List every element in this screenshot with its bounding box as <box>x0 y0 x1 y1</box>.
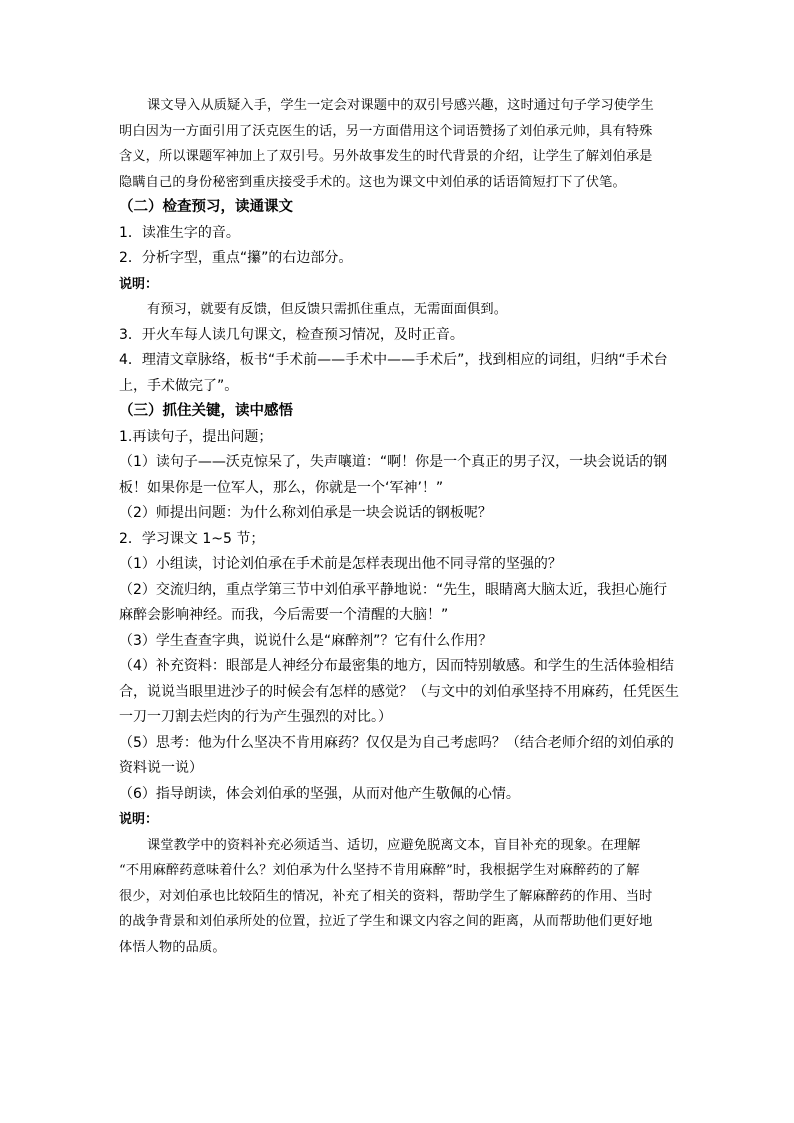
section-3-note-line: 课堂教学中的资料补充必须适当、适切，应避免脱离文本，盲目补充的现象。在理解 <box>147 837 641 853</box>
section-3-item-1: 1.再读句子，提出问题； <box>119 428 273 445</box>
section-2-item-4-line-1: 4．理清文章脉络，板书“手术前——手术中——手术后”，找到相应的词组，归纳“手术台 <box>119 352 668 368</box>
section-3-item-2-2-line-1: （2）交流归纳，重点学第三节中刘伯承平静地说：“先生，眼睛离大脑太近，我担心施行 <box>119 581 668 598</box>
section-3-item-1-2: （2）师提出问题：为什么称刘伯承是一块会说话的钢板呢？ <box>119 505 492 521</box>
section-3-note-line: “不用麻醉药意味着什么？刘伯承为什么坚持不肯用麻醉”时，我根据学生对麻醉药的了解 <box>119 863 640 878</box>
section-2-item-1: 1．读准生字的音。 <box>119 224 240 241</box>
section-3-item-2-4-line-3: 一刀一刀割去烂肉的行为产生强烈的对比。） <box>119 709 392 725</box>
section-3-item-2-4-line-1: （4）补充资料：眼部是人神经分布最密集的地方，因而特别敏感。和学生的生活体验相结 <box>119 658 674 674</box>
section-2-note-label: 说明： <box>119 276 159 292</box>
document-body <box>119 93 679 960</box>
intro-line: 含义，所以课题军神加上了双引号。另外故事发生的时代背景的介绍，让学生了解刘伯承是 <box>119 149 653 164</box>
section-3-item-1-1-line-2: 板！如果你是一位军人，那么，你就是一个‘军神’！” <box>119 479 444 496</box>
section-3 <box>119 399 679 960</box>
section-3-heading: （三）抓住关键，读中感悟 <box>119 403 293 419</box>
section-3-note-line: 很少，对刘伯承也比较陌生的情况，补充了相关的资料，帮助学生了解麻醉药的作用、当时 <box>119 888 653 904</box>
section-2-heading: （二）检查预习，读通课文 <box>119 199 293 215</box>
section-3-item-2-3: （3）学生查查字典，说说什么是“麻醉剂”？它有什么作用？ <box>119 632 493 649</box>
section-3-note-line: 的战争背景和刘伯承所处的位置，拉近了学生和课文内容之间的距离，从而帮助他们更好地 <box>119 914 653 929</box>
intro-line: 隐瞒自己的身份秘密到重庆接受手术的。这也为课文中刘伯承的话语简短打下了伏笔。 <box>119 174 626 190</box>
intro-line: 明白因为一方面引用了沃克医生的话，另一方面借用这个词语赞扬了刘伯承元帅，具有特殊 <box>119 123 653 139</box>
section-3-item-2-2-line-2: 麻醉会影响神经。而我，今后需要一个清醒的大脑！” <box>119 607 449 623</box>
section-3-item-2: 2．学习课文 1~5 节； <box>119 530 265 547</box>
section-3-item-2-5-line-1: （5）思考：他为什么坚决不肯用麻药？仅仅是为自己考虑吗？（结合老师介绍的刘伯承的 <box>119 734 674 751</box>
section-3-item-2-1: （1）小组读，讨论刘伯承在手术前是怎样表现出他不同寻常的坚强的？ <box>119 556 562 572</box>
section-3-item-2-4-line-2: 合，说说当眼里进沙子的时候会有怎样的感觉？（与文中的刘伯承坚持不用麻药，任凭医生 <box>119 683 679 700</box>
section-2-note-text: 有预习，就要有反馈，但反馈只需抓住重点，无需面面俱到。 <box>147 302 508 317</box>
section-2-item-4-line-2: 上，手术做完了”。 <box>119 377 239 394</box>
section-3-note-line: 体悟人物的品质。 <box>119 939 226 955</box>
section-2-item-2: 2．分析字型，重点“攥”的右边部分。 <box>119 250 353 266</box>
section-2-item-3: 3．开火车每人读几句课文，检查预习情况，及时正音。 <box>119 326 464 343</box>
section-3-item-2-5-line-2: 资料说一说） <box>119 760 203 776</box>
intro-line: 课文导入从质疑入手，学生一定会对课题中的双引号感兴趣，这时通过句子学习使学生 <box>147 98 654 113</box>
section-3-note-paragraph <box>119 833 679 961</box>
section-3-item-1-1-line-1: （1）读句子——沃克惊呆了，失声嚷道：“啊！你是一个真正的男子汉，一块会说话的钢 <box>119 454 668 470</box>
section-2 <box>119 195 679 399</box>
intro-paragraph <box>119 93 679 195</box>
section-3-item-2-6: （6）指导朗读，体会刘伯承的坚强，从而对他产生敬佩的心情。 <box>119 785 520 802</box>
section-3-note-label: 说明： <box>119 812 159 827</box>
